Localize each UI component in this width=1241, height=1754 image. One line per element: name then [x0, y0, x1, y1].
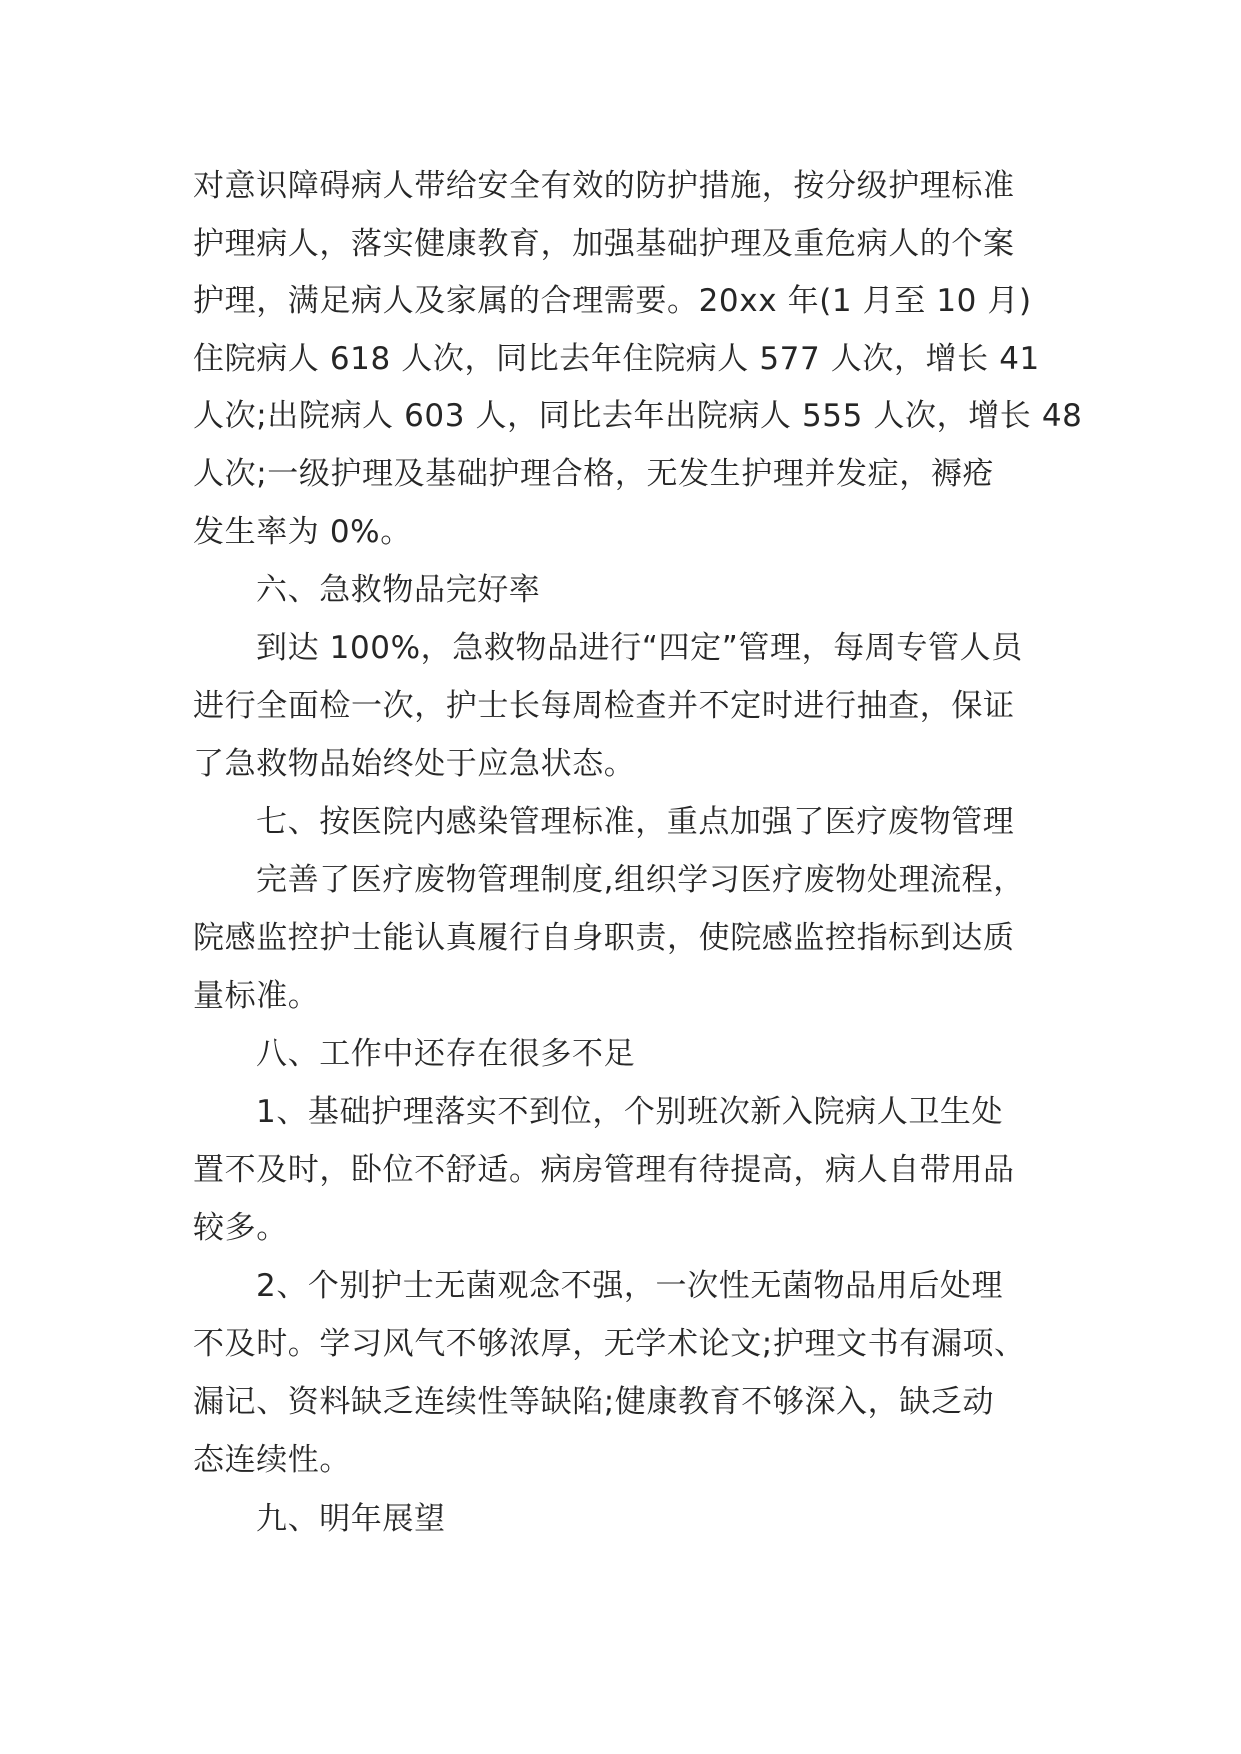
text-line: 人次;出院病人 603 人，同比去年出院病人 555 人次，增长 48	[193, 398, 1083, 434]
text-line: 漏记、资料缺乏连续性等缺陷;健康教育不够深入，缺乏动	[193, 1384, 995, 1420]
text-line: 较多。	[193, 1210, 288, 1246]
text-line: 置不及时，卧位不舒适。病房管理有待提高，病人自带用品	[193, 1152, 1015, 1188]
text-line: 1、基础护理落实不到位，个别班次新入院病人卫生处	[256, 1094, 1004, 1130]
text-line: 量标准。	[193, 978, 320, 1014]
text-line: 态连续性。	[193, 1442, 351, 1478]
text-line: 对意识障碍病人带给安全有效的防护措施，按分级护理标准	[193, 168, 1015, 204]
section-heading-7: 七、按医院内感染管理标准，重点加强了医疗废物管理	[256, 804, 1015, 840]
section-heading-8: 八、工作中还存在很多不足	[256, 1036, 636, 1072]
text-line: 护理病人，落实健康教育，加强基础护理及重危病人的个案	[193, 226, 1015, 262]
section-heading-6: 六、急救物品完好率	[256, 572, 541, 608]
text-line: 不及时。学习风气不够浓厚，无学术论文;护理文书有漏项、	[193, 1326, 1026, 1362]
text-line: 发生率为 0%。	[193, 514, 412, 550]
text-line: 人次;一级护理及基础护理合格，无发生护理并发症，褥疮	[193, 456, 995, 492]
text-line: 到达 100%，急救物品进行“四定”管理，每周专管人员	[256, 630, 1023, 666]
text-line: 护理，满足病人及家属的合理需要。20xx 年(1 月至 10 月)	[193, 283, 1032, 319]
section-heading-9: 九、明年展望	[256, 1501, 446, 1537]
text-line: 院感监控护士能认真履行自身职责，使院感监控指标到达质	[193, 920, 1015, 956]
text-line: 完善了医疗废物管理制度,组织学习医疗废物处理流程，	[256, 862, 1025, 898]
text-line: 进行全面检一次，护士长每周检查并不定时进行抽查，保证	[193, 688, 1015, 724]
text-line: 2、个别护士无菌观念不强，一次性无菌物品用后处理	[256, 1268, 1004, 1304]
text-line: 了急救物品始终处于应急状态。	[193, 746, 636, 782]
text-line: 住院病人 618 人次，同比去年住院病人 577 人次，增长 41	[193, 341, 1040, 377]
